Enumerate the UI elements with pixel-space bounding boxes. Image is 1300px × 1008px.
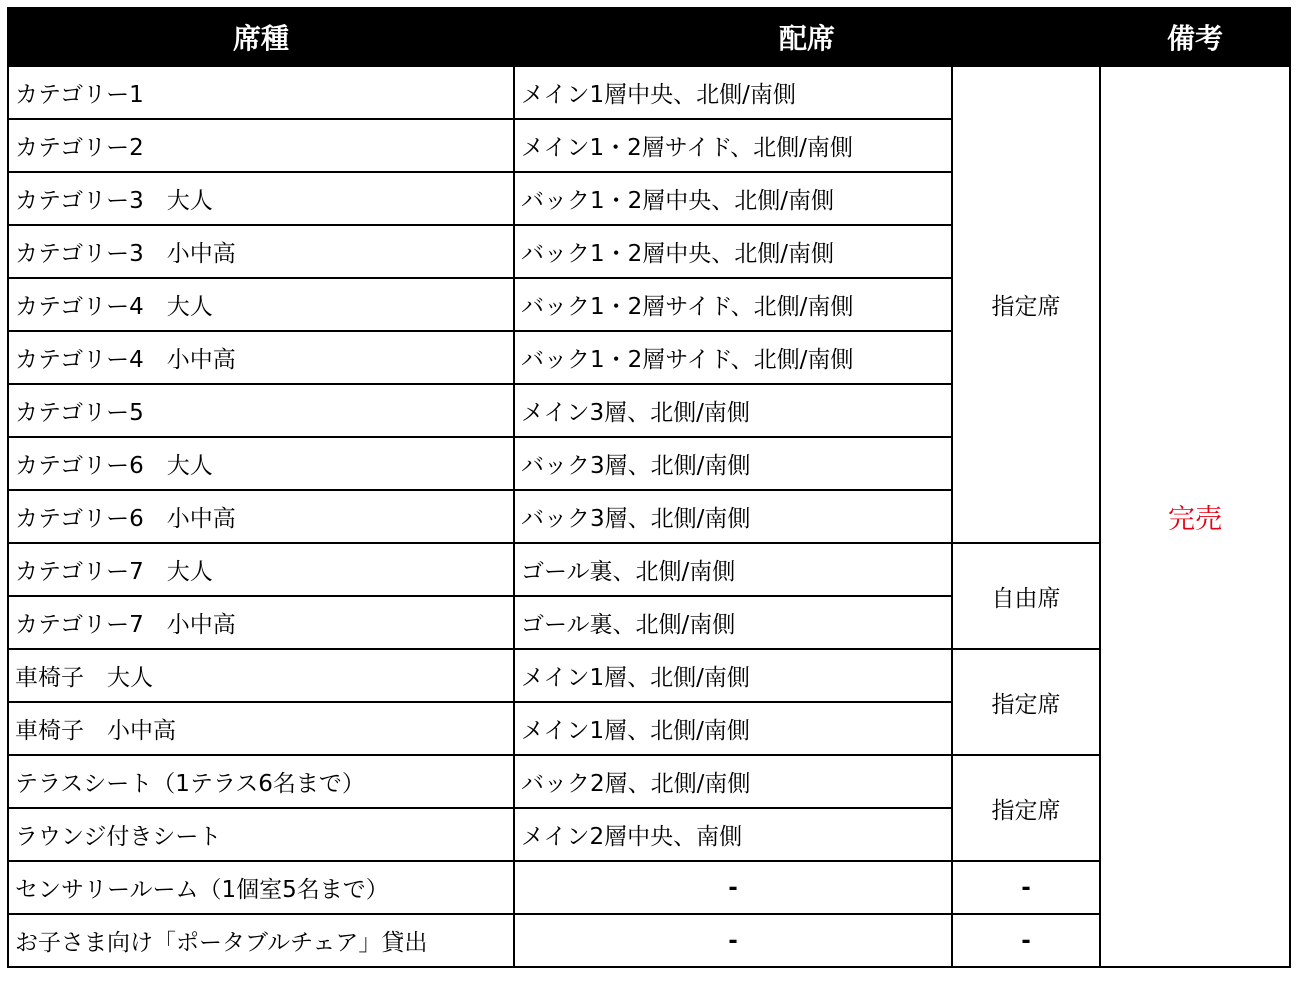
location-cell: バック1・2層サイド、北側/南側 bbox=[514, 331, 952, 384]
location-cell: バック3層、北側/南側 bbox=[514, 437, 952, 490]
location-cell: メイン3層、北側/南側 bbox=[514, 384, 952, 437]
seat-cell: センサリールーム（1個室5名まで） bbox=[8, 861, 514, 914]
seat-table-container bbox=[7, 7, 1291, 968]
location-cell: バック2層、北側/南側 bbox=[514, 755, 952, 808]
seat-cell: カテゴリー6 大人 bbox=[8, 437, 514, 490]
seat-cell: カテゴリー7 大人 bbox=[8, 543, 514, 596]
header-seat-type: 席種 bbox=[8, 8, 514, 66]
seat-table bbox=[7, 7, 1291, 968]
seat-cell: ラウンジ付きシート bbox=[8, 808, 514, 861]
header-row bbox=[8, 8, 1290, 66]
header-location: 配席 bbox=[514, 8, 1100, 66]
seat-cell: カテゴリー2 bbox=[8, 119, 514, 172]
location-cell: - bbox=[514, 861, 952, 914]
location-cell: ゴール裏、北側/南側 bbox=[514, 543, 952, 596]
table-row bbox=[8, 861, 1290, 914]
seat-cell: カテゴリー1 bbox=[8, 66, 514, 119]
ticket-type-cell: 指定席 bbox=[952, 755, 1100, 861]
table-row bbox=[8, 914, 1290, 967]
ticket-type-cell: 指定席 bbox=[952, 649, 1100, 755]
table-row bbox=[8, 755, 1290, 808]
location-cell: バック1・2層中央、北側/南側 bbox=[514, 172, 952, 225]
header-notes: 備考 bbox=[1100, 8, 1290, 66]
seat-cell: カテゴリー4 大人 bbox=[8, 278, 514, 331]
ticket-type-cell: 自由席 bbox=[952, 543, 1100, 649]
seat-cell: カテゴリー3 小中高 bbox=[8, 225, 514, 278]
sold-out-note: 完売 bbox=[1100, 66, 1290, 967]
seat-cell: カテゴリー6 小中高 bbox=[8, 490, 514, 543]
location-cell: メイン1・2層サイド、北側/南側 bbox=[514, 119, 952, 172]
location-cell: メイン1層中央、北側/南側 bbox=[514, 66, 952, 119]
location-cell: メイン2層中央、南側 bbox=[514, 808, 952, 861]
seat-cell: 車椅子 小中高 bbox=[8, 702, 514, 755]
location-cell: ゴール裏、北側/南側 bbox=[514, 596, 952, 649]
location-cell: メイン1層、北側/南側 bbox=[514, 649, 952, 702]
location-cell: バック1・2層中央、北側/南側 bbox=[514, 225, 952, 278]
seat-cell: カテゴリー5 bbox=[8, 384, 514, 437]
seat-cell: 車椅子 大人 bbox=[8, 649, 514, 702]
table-row bbox=[8, 543, 1290, 596]
location-cell: バック3層、北側/南側 bbox=[514, 490, 952, 543]
table-row bbox=[8, 66, 1290, 119]
table-row bbox=[8, 649, 1290, 702]
ticket-type-cell: - bbox=[952, 861, 1100, 914]
ticket-type-cell: 指定席 bbox=[952, 66, 1100, 543]
location-cell: メイン1層、北側/南側 bbox=[514, 702, 952, 755]
ticket-type-cell: - bbox=[952, 914, 1100, 967]
seat-cell: カテゴリー3 大人 bbox=[8, 172, 514, 225]
location-cell: バック1・2層サイド、北側/南側 bbox=[514, 278, 952, 331]
seat-cell: お子さま向け「ポータブルチェア」貸出 bbox=[8, 914, 514, 967]
seat-cell: カテゴリー4 小中高 bbox=[8, 331, 514, 384]
seat-cell: カテゴリー7 小中高 bbox=[8, 596, 514, 649]
seat-cell: テラスシート（1テラス6名まで） bbox=[8, 755, 514, 808]
location-cell: - bbox=[514, 914, 952, 967]
